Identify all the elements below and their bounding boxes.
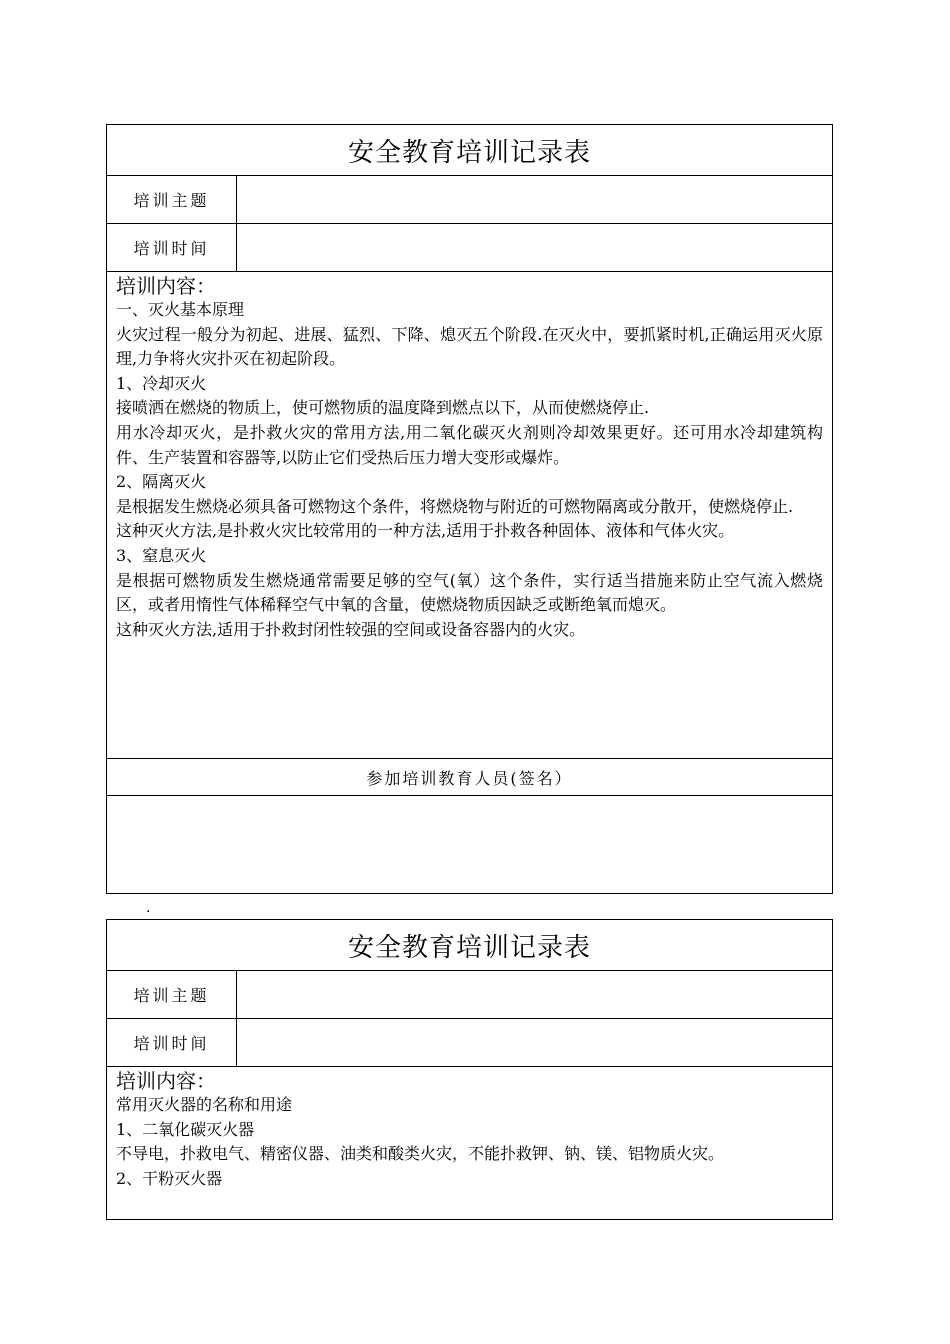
content-label: 培训内容： [116, 274, 216, 298]
separator-dot: . [146, 900, 151, 916]
topic-label: 培训主题 [107, 176, 237, 223]
content-paragraph: 3、窒息灭火 [116, 545, 207, 565]
content-section [107, 1067, 832, 1191]
content-paragraph: 常用灭火器的名称和用途 [116, 1095, 293, 1114]
signature-header: 参加培训教育人员(签名） [107, 758, 832, 796]
content-paragraph: 一、灭火基本原理 [116, 300, 245, 319]
topic-field[interactable] [237, 176, 832, 223]
time-row [107, 224, 832, 272]
content-paragraph: 火灾过程一般分为初起、进展、猛烈、下降、熄灭五个阶段.在灭火中，要抓紧时机,正确运用灭火原理,力争将火灾扑灭在初起阶段。 [116, 324, 823, 369]
topic-row [107, 176, 832, 224]
content-paragraph: 这种灭火方法,是扑救火灾比较常用的一种方法,适用于扑救各种固体、液体和气体火灾。 [116, 521, 735, 541]
content-paragraph: 2、隔离灭火 [116, 472, 207, 492]
content-paragraph: 是根据发生燃烧必须具备可燃物这个条件，将燃烧物与附近的可燃物隔离或分散开，使燃烧停止. [116, 496, 794, 516]
training-record-form-2 [106, 919, 833, 1220]
topic-row [107, 971, 832, 1019]
form-title: 安全教育培训记录表 [107, 920, 832, 971]
content-paragraph: 不导电，扑救电气、精密仪器、油类和酸类火灾，不能扑救钾、钠、镁、铝物质火灾。 [116, 1144, 725, 1164]
content-paragraph: 用水冷却灭火，是扑救火灾的常用方法,用二氧化碳灭火剂则冷却效果更好。还可用水冷却建筑构件、生产装置和容器等,以防止它们受热后压力增大变形或爆炸。 [116, 422, 823, 467]
time-field[interactable] [237, 224, 832, 271]
time-label: 培训时间 [107, 1019, 237, 1066]
content-paragraph: 1、二氧化碳灭火器 [116, 1119, 255, 1139]
content-paragraph: 接喷洒在燃烧的物质上，使可燃物质的温度降到燃点以下，从而使燃烧停止. [116, 398, 650, 418]
content-paragraph: 2、干粉灭火器 [116, 1168, 223, 1188]
content-section [107, 272, 832, 758]
signature-area[interactable] [107, 796, 832, 895]
time-row [107, 1019, 832, 1067]
topic-label: 培训主题 [107, 971, 237, 1018]
content-paragraph: 是根据可燃物质发生燃烧通常需要足够的空气(氧）这个条件，实行适当措施来防止空气流入燃烧区，或者用惰性气体稀释空气中氧的含量，使燃烧物质因缺乏或断绝氧而熄灭。 [116, 570, 823, 615]
topic-field[interactable] [237, 971, 832, 1018]
time-field[interactable] [237, 1019, 832, 1066]
content-paragraph: 这种灭火方法,适用于扑救封闭性较强的空间或设备容器内的火灾。 [116, 619, 586, 639]
time-label: 培训时间 [107, 224, 237, 271]
content-paragraph: 1、冷却灭火 [116, 373, 207, 393]
training-record-form-1 [106, 124, 833, 894]
content-label: 培训内容： [116, 1069, 216, 1093]
form-title: 安全教育培训记录表 [107, 125, 832, 176]
